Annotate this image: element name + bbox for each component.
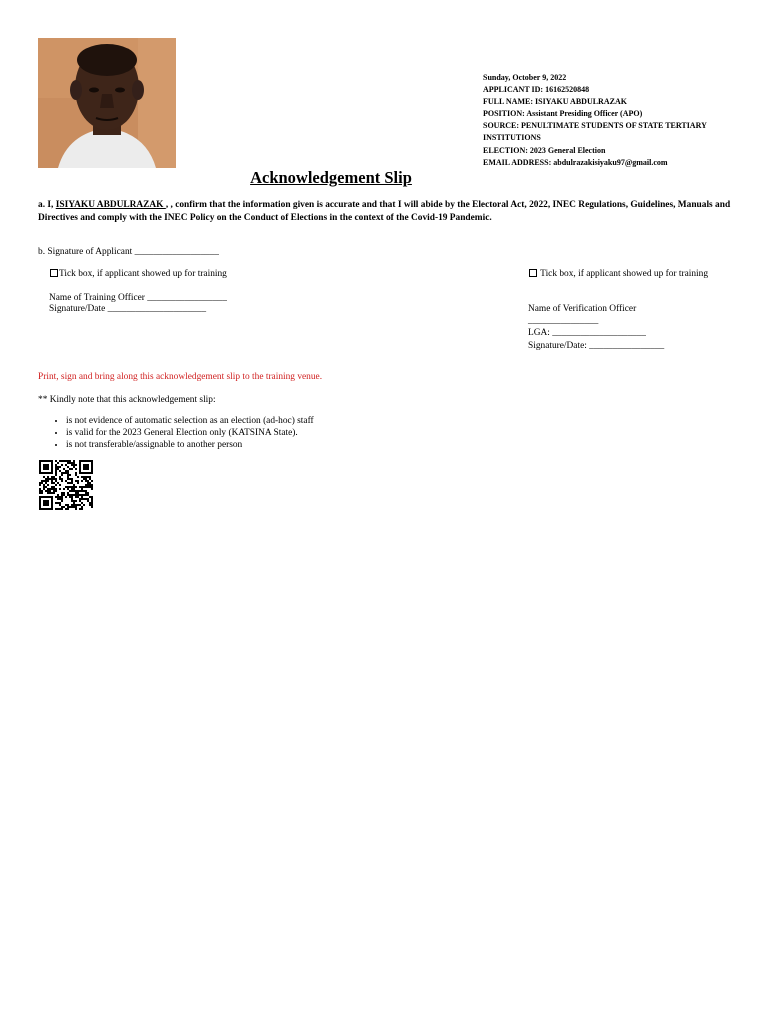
training-officer-name-line: Name of Training Officer _________________ <box>49 293 227 303</box>
verification-officer-name: Name of Verification Officer <box>528 304 637 314</box>
confirmation-prefix: a. I, <box>38 200 56 210</box>
kindly-note: ** Kindly note that this acknowledgement slip: <box>38 395 216 405</box>
election: ELECTION: 2023 General Election <box>483 145 606 155</box>
confirmation-statement <box>38 199 734 225</box>
source: SOURCE: PENULTIMATE STUDENTS OF STATE TERTIARY INSTITUTIONS <box>483 121 707 143</box>
training-signature-date-line: Signature/Date _____________________ <box>49 304 207 314</box>
applicant-signature-line: b. Signature of Applicant __________________ <box>38 247 219 257</box>
verification-officer-line: _______________ <box>528 316 599 326</box>
position: POSITION: Assistant Presiding Officer (APO) <box>483 109 643 119</box>
verification-tick-label: Tick box, if applicant showed up for training <box>538 269 709 279</box>
training-checkbox[interactable] <box>50 269 58 277</box>
note-item: • is not evidence of automatic selection as an election (ad-hoc) staff <box>66 415 314 427</box>
print-instruction: Print, sign and bring along this acknowledgement slip to the training venue. <box>38 372 323 382</box>
training-tick-label: Tick box, if applicant showed up for training <box>59 269 227 279</box>
training-tick-row <box>50 268 227 280</box>
slip-date: Sunday, October 9, 2022 <box>483 73 567 82</box>
applicant-id: APPLICANT ID: 16162520848 <box>483 85 590 95</box>
qr-code <box>39 460 93 510</box>
verification-checkbox[interactable] <box>529 269 537 277</box>
full-name: FULL NAME: ISIYAKU ABDULRAZAK <box>483 97 627 107</box>
lga-line: LGA: ____________________ <box>528 328 646 338</box>
note-item: • is valid for the 2023 General Election only (KATSINA State). <box>66 427 314 439</box>
applicant-details <box>483 72 743 169</box>
confirmation-name: ISIYAKU ABDULRAZAK <box>55 200 166 210</box>
applicant-photo <box>38 38 176 168</box>
page-title: Acknowledgement Slip <box>250 168 412 187</box>
verification-signature-date-line: Signature/Date: ________________ <box>528 341 665 351</box>
verification-tick-row <box>529 268 709 280</box>
email-address: EMAIL ADDRESS: abdulrazakisiyaku97@gmail.com <box>483 157 668 167</box>
confirmation-text: , , confirm that the information given is accurate and that I will abide by the Electoral Act, 2022, INEC Regulations, Guidelines, Manuals and Directives and comply with the INEC Policy on the Conduct of Elections in the context of the Covid-19 Pandemic. <box>38 200 731 223</box>
note-item: • is not transferable/assignable to another person <box>66 439 314 451</box>
notes-list <box>46 415 314 451</box>
